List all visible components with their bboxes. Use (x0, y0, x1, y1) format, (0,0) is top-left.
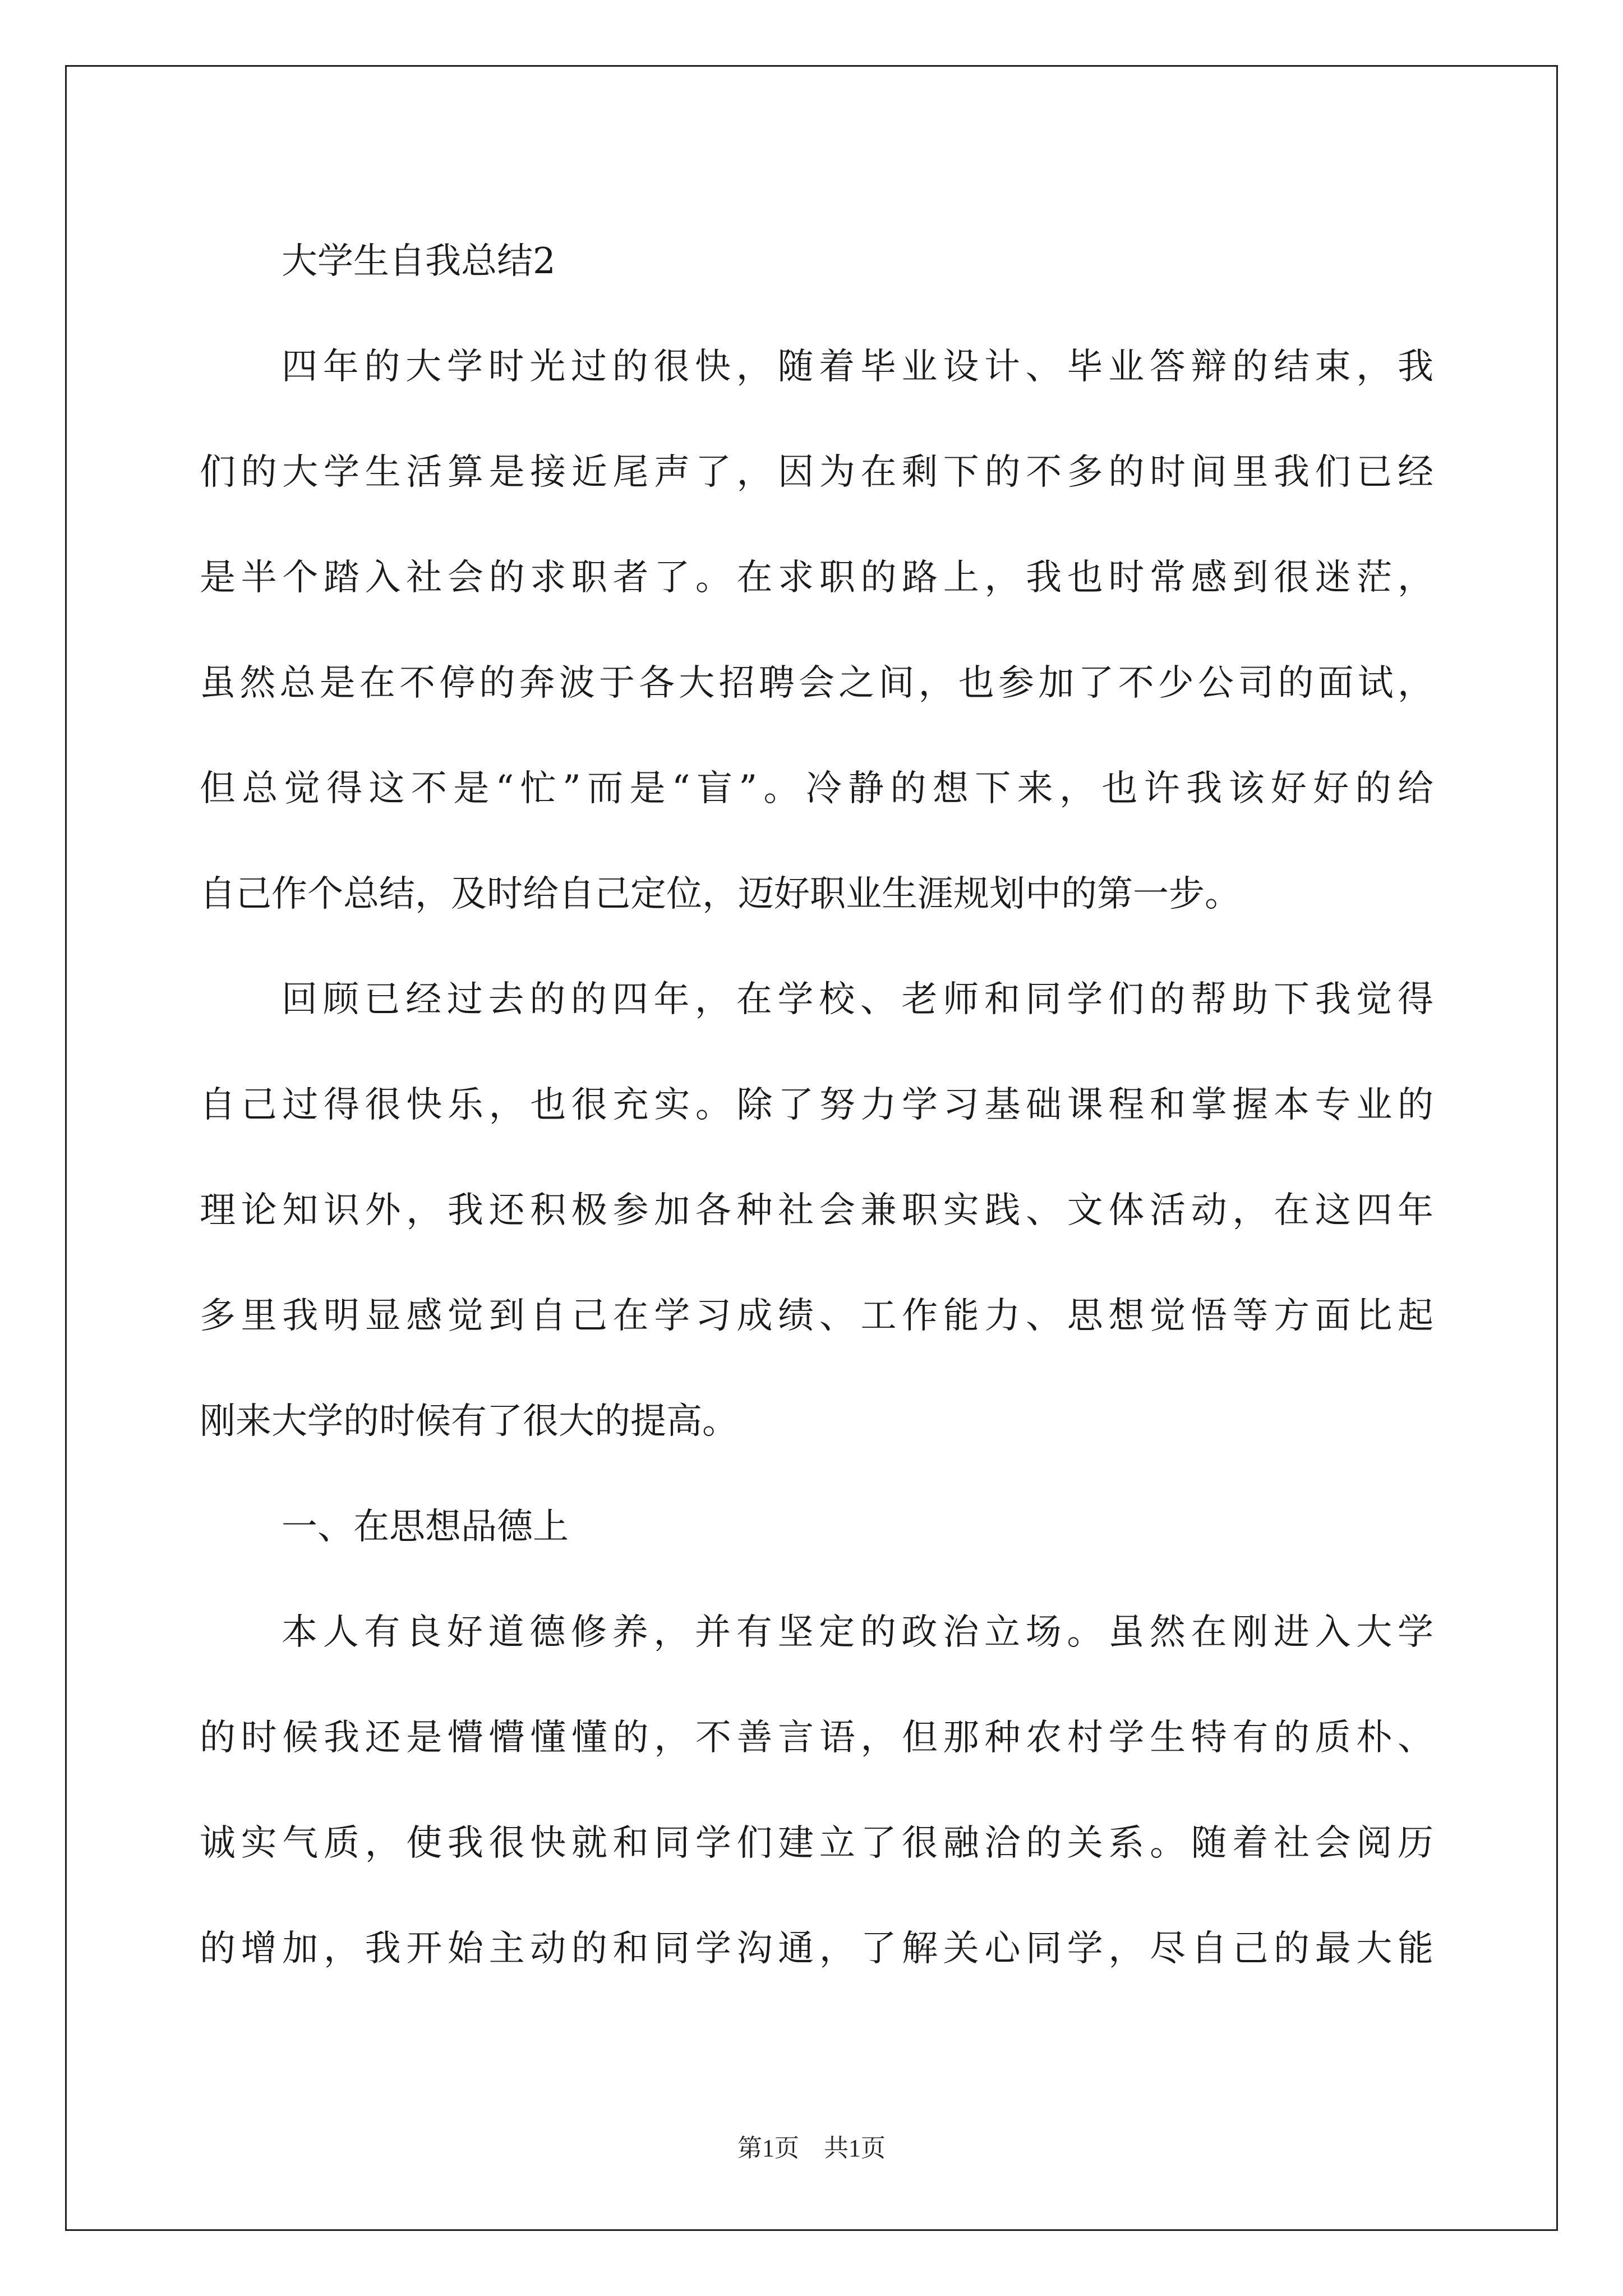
text-line: 们的大学生活算是接近尾声了，因为在剩下的不多的时间里我们已经 (200, 452, 1433, 493)
text-line: 的时候我还是懵懵懂懂的，不善言语，但那种农村学生特有的质朴、 (200, 1717, 1433, 1759)
text-line: 但总觉得这不是“忙”而是“盲”。冷静的想下来，也许我该好好的给 (200, 768, 1433, 809)
text-line: 自己过得很快乐，也很充实。除了努力学习基础课程和掌握本专业的 (200, 1084, 1433, 1126)
page-total: 共1页 (824, 2134, 886, 2162)
text-line: 四年的大学时光过的很快，随着毕业设计、毕业答辩的结束，我 (282, 346, 1433, 388)
text-line: 多里我明显感觉到自己在学习成绩、工作能力、思想觉悟等方面比起 (200, 1295, 1433, 1337)
text-line: 虽然总是在不停的奔波于各大招聘会之间，也参加了不少公司的面试， (200, 662, 1433, 704)
document-body (200, 209, 1433, 2001)
document-title: 大学生自我总结2 (282, 241, 556, 282)
text-line: 的增加，我开始主动的和同学沟通，了解关心同学，尽自己的最大能 (200, 1928, 1433, 1970)
text-line: 诚实气质，使我很快就和同学们建立了很融洽的关系。随着社会阅历 (200, 1823, 1433, 1864)
page-footer (0, 2132, 1623, 2165)
text-line: 刚来大学的时候有了很大的提高。 (200, 1401, 738, 1442)
page-number: 第1页 (737, 2134, 799, 2162)
section-heading: 一、在思想品德上 (282, 1506, 569, 1548)
text-line: 自己作个总结，及时给自己定位，迈好职业生涯规划中的第一步。 (200, 873, 1241, 915)
text-line: 本人有良好道德修养，并有坚定的政治立场。虽然在刚进入大学 (282, 1612, 1433, 1653)
text-line: 理论知识外，我还积极参加各种社会兼职实践、文体活动，在这四年 (200, 1190, 1433, 1231)
text-line: 是半个踏入社会的求职者了。在求职的路上，我也时常感到很迷茫， (200, 557, 1433, 599)
text-line: 回顾已经过去的的四年，在学校、老师和同学们的帮助下我觉得 (282, 979, 1433, 1020)
